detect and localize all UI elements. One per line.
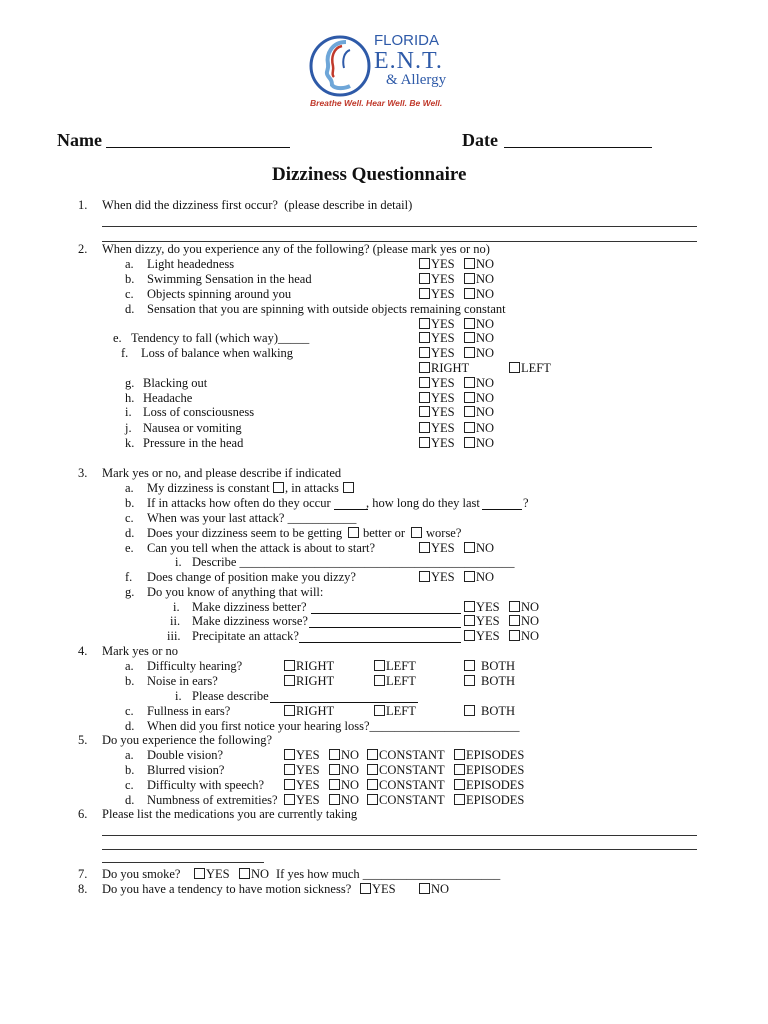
q4b-i-roman: i. xyxy=(175,689,182,703)
logo-line2: E.N.T. xyxy=(374,48,443,74)
q3b-text-2: , how long do they last xyxy=(366,496,480,510)
q2-item-letter: g. xyxy=(125,376,135,390)
q5-number: 5. xyxy=(78,733,88,747)
q3e-no-label: NO xyxy=(476,541,495,555)
q3g-item-text: Make dizziness worse? xyxy=(192,614,308,628)
q3g-text: Do you know of anything that will: xyxy=(147,585,324,599)
q1-answer-line-1[interactable] xyxy=(102,226,697,227)
q4d-text: When did you first notice your hearing loss?________________________ xyxy=(147,719,520,733)
q7-no-label: NO xyxy=(251,867,270,881)
q4b-text: Noise in ears? xyxy=(147,674,218,688)
q2-item-text: Tendency to fall (which way)_____ xyxy=(131,331,310,345)
q5-constant-label: CONSTANT xyxy=(379,793,445,807)
q2-item-text: Blacking out xyxy=(143,376,208,390)
q5-no-label: NO xyxy=(341,763,360,777)
q2-no-label: NO xyxy=(476,421,495,435)
q2-yes-checkbox[interactable] xyxy=(419,347,430,358)
q2-item-letter: c. xyxy=(125,287,134,301)
q2-item-letter: f. xyxy=(121,346,129,360)
q3g-item-text: Precipitate an attack? xyxy=(192,629,299,643)
logo-line3: & Allergy xyxy=(386,72,447,88)
q2-item-letter: e. xyxy=(113,331,122,345)
q4a-both-label: BOTH xyxy=(481,659,516,673)
q2-yes-label: YES xyxy=(431,257,455,271)
q5-no-label: NO xyxy=(341,793,360,807)
q3g-answer-field[interactable] xyxy=(311,613,461,614)
q5-episodes-checkbox[interactable] xyxy=(454,794,465,805)
q2-yes-checkbox[interactable] xyxy=(419,437,430,448)
q4-text: Mark yes or no xyxy=(102,644,179,658)
q3e-no-checkbox[interactable] xyxy=(464,542,475,553)
q4a-left-label: LEFT xyxy=(386,659,416,673)
q2-no-label: NO xyxy=(476,436,495,450)
q5-no-checkbox[interactable] xyxy=(329,749,340,760)
q2-no-label: NO xyxy=(476,272,495,286)
q2-no-checkbox[interactable] xyxy=(464,437,475,448)
q3d-letter: d. xyxy=(125,526,135,540)
q2-yes-checkbox[interactable] xyxy=(419,288,430,299)
q3c-letter: c. xyxy=(125,511,134,525)
q5-episodes-label: EPISODES xyxy=(466,778,525,792)
q2-no-checkbox[interactable] xyxy=(464,258,475,269)
logo xyxy=(306,28,456,112)
q2-item-text: Light headedness xyxy=(147,257,235,271)
q2-yes-label: YES xyxy=(431,405,455,419)
q3-number: 3. xyxy=(78,466,88,480)
q5-yes-checkbox[interactable] xyxy=(284,749,295,760)
q8-text: Do you have a tendency to have motion sickness? xyxy=(102,882,352,896)
q2-yes-checkbox[interactable] xyxy=(419,377,430,388)
q2-yes-checkbox[interactable] xyxy=(419,392,430,403)
page-title: Dizziness Questionnaire xyxy=(272,164,467,185)
q2-no-checkbox[interactable] xyxy=(464,377,475,388)
q3g-no-checkbox[interactable] xyxy=(509,601,520,612)
q3c-text: When was your last attack? ___________ xyxy=(147,511,357,525)
q5-item-letter: a. xyxy=(125,748,134,762)
q4a-right-label: RIGHT xyxy=(296,659,335,673)
q2-item-text: Loss of consciousness xyxy=(143,405,255,419)
q5-episodes-checkbox[interactable] xyxy=(454,764,465,775)
q2-right-label: RIGHT xyxy=(431,361,470,375)
q2-yes-checkbox[interactable] xyxy=(419,318,430,329)
q4c-both-label: BOTH xyxy=(481,704,516,718)
q2-yes-label: YES xyxy=(431,376,455,390)
q2-no-label: NO xyxy=(476,287,495,301)
q7-text-2: If yes how much ______________________ xyxy=(276,867,501,881)
q2-no-label: NO xyxy=(476,405,495,419)
q4c-left-label: LEFT xyxy=(386,704,416,718)
q2-no-label: NO xyxy=(476,257,495,271)
q2-no-checkbox[interactable] xyxy=(464,273,475,284)
q4a-left-checkbox[interactable] xyxy=(374,660,385,671)
q3a-letter: a. xyxy=(125,481,134,495)
q2-no-checkbox[interactable] xyxy=(464,288,475,299)
q3a-text-2: , in attacks xyxy=(285,481,339,495)
q2-yes-checkbox[interactable] xyxy=(419,332,430,343)
q4c-letter: c. xyxy=(125,704,134,718)
q8-yes-label: YES xyxy=(372,882,396,896)
q3g-roman: i. xyxy=(173,600,180,614)
q3b-text-1: If in attacks how often do they occur xyxy=(147,496,331,510)
q4c-right-checkbox[interactable] xyxy=(284,705,295,716)
q3g-item-text: Make dizziness better? xyxy=(192,600,307,614)
q2-item-letter: i. xyxy=(125,405,132,419)
q2-no-label: NO xyxy=(476,317,495,331)
q3b-text-3: ? xyxy=(523,496,529,510)
q3g-answer-field[interactable] xyxy=(309,627,461,628)
q5-no-label: NO xyxy=(341,778,360,792)
q2-yes-label: YES xyxy=(431,317,455,331)
q5-yes-label: YES xyxy=(296,763,320,777)
q6-answer-line-2[interactable] xyxy=(102,849,697,850)
q2-item-text: Nausea or vomiting xyxy=(143,421,242,435)
q5-yes-label: YES xyxy=(296,748,320,762)
q4a-text: Difficulty hearing? xyxy=(147,659,243,673)
q3a-attacks-checkbox[interactable] xyxy=(343,482,354,493)
q4d-letter: d. xyxy=(125,719,135,733)
q6-answer-line-3[interactable] xyxy=(102,862,264,863)
date-label: Date xyxy=(462,130,498,150)
q3f-no-label: NO xyxy=(476,570,495,584)
q2-no-checkbox[interactable] xyxy=(464,406,475,417)
q4c-right-label: RIGHT xyxy=(296,704,335,718)
q3d-worse-checkbox[interactable] xyxy=(411,527,422,538)
q2-yes-checkbox[interactable] xyxy=(419,273,430,284)
q3g-yes-checkbox[interactable] xyxy=(464,615,475,626)
q2-item-text: Swimming Sensation in the head xyxy=(147,272,312,286)
q3f-text: Does change of position make you dizzy? xyxy=(147,570,356,584)
q5-constant-checkbox[interactable] xyxy=(367,749,378,760)
q3e-i-text: Describe ____________________________________________ xyxy=(192,555,515,569)
q3e-letter: e. xyxy=(125,541,134,555)
q4b-right-checkbox[interactable] xyxy=(284,675,295,686)
q5-no-checkbox[interactable] xyxy=(329,794,340,805)
q3f-no-checkbox[interactable] xyxy=(464,571,475,582)
q4b-both-checkbox[interactable] xyxy=(464,675,475,686)
q2-item-text: Sensation that you are spinning with outside objects remaining constant xyxy=(147,302,506,316)
q2-item-text: Pressure in the head xyxy=(143,436,244,450)
q3g-no-label: NO xyxy=(521,629,540,643)
q8-no-label: NO xyxy=(431,882,450,896)
q5-episodes-label: EPISODES xyxy=(466,763,525,777)
q2-yes-checkbox[interactable] xyxy=(419,406,430,417)
q4b-i-text: Please describe xyxy=(192,689,269,703)
q5-constant-checkbox[interactable] xyxy=(367,794,378,805)
q3e-i-roman: i. xyxy=(175,555,182,569)
date-field[interactable] xyxy=(504,147,652,148)
q8-yes-checkbox[interactable] xyxy=(360,883,371,894)
q4a-both-checkbox[interactable] xyxy=(464,660,475,671)
q6-text: Please list the medications you are currently taking xyxy=(102,807,358,821)
q2-text: When dizzy, do you experience any of the following? (please mark yes or no) xyxy=(102,242,490,256)
q5-item-text: Double vision? xyxy=(147,748,224,762)
q2-yes-label: YES xyxy=(431,421,455,435)
q3e-yes-checkbox[interactable] xyxy=(419,542,430,553)
q6-answer-line-1[interactable] xyxy=(102,835,697,836)
q5-episodes-checkbox[interactable] xyxy=(454,779,465,790)
q2-yes-label: YES xyxy=(431,391,455,405)
q5-yes-label: YES xyxy=(296,778,320,792)
q4b-letter: b. xyxy=(125,674,135,688)
q5-constant-checkbox[interactable] xyxy=(367,764,378,775)
q2-yes-label: YES xyxy=(431,331,455,345)
q3-text: Mark yes or no, and please describe if indicated xyxy=(102,466,342,480)
q3e-text: Can you tell when the attack is about to start? xyxy=(147,541,376,555)
q2-item-text: Headache xyxy=(143,391,193,405)
q5-constant-label: CONSTANT xyxy=(379,748,445,762)
q5-item-text: Difficulty with speech? xyxy=(147,778,265,792)
q5-item-text: Blurred vision? xyxy=(147,763,225,777)
q3g-yes-label: YES xyxy=(476,629,500,643)
name-field[interactable] xyxy=(106,147,290,148)
q6-number: 6. xyxy=(78,807,88,821)
q3b-letter: b. xyxy=(125,496,135,510)
q2-item-letter: h. xyxy=(125,391,135,405)
q2-no-label: NO xyxy=(476,376,495,390)
q2-yes-label: YES xyxy=(431,287,455,301)
q4a-letter: a. xyxy=(125,659,134,673)
q2-no-checkbox[interactable] xyxy=(464,347,475,358)
q3g-no-checkbox[interactable] xyxy=(509,615,520,626)
q4c-left-checkbox[interactable] xyxy=(374,705,385,716)
q2-yes-label: YES xyxy=(431,272,455,286)
q5-episodes-checkbox[interactable] xyxy=(454,749,465,760)
q2-item-letter: k. xyxy=(125,436,135,450)
q4-number: 4. xyxy=(78,644,88,658)
q3g-answer-field[interactable] xyxy=(299,642,461,643)
q3b-how-often-field[interactable] xyxy=(334,509,368,510)
q8-number: 8. xyxy=(78,882,88,896)
q3f-yes-label: YES xyxy=(431,570,455,584)
q5-constant-checkbox[interactable] xyxy=(367,779,378,790)
q5-yes-checkbox[interactable] xyxy=(284,764,295,775)
q4b-left-checkbox[interactable] xyxy=(374,675,385,686)
q3g-yes-label: YES xyxy=(476,614,500,628)
q2-no-checkbox[interactable] xyxy=(464,318,475,329)
q3g-roman: iii. xyxy=(167,629,181,643)
q2-right-checkbox[interactable] xyxy=(419,362,430,373)
q2-yes-label: YES xyxy=(431,346,455,360)
q3b-how-long-field[interactable] xyxy=(482,509,522,510)
q2-item-text: Objects spinning around you xyxy=(147,287,292,301)
q3g-no-label: NO xyxy=(521,600,540,614)
q5-yes-label: YES xyxy=(296,793,320,807)
name-label: Name xyxy=(57,130,102,150)
q2-yes-checkbox[interactable] xyxy=(419,258,430,269)
q5-episodes-label: EPISODES xyxy=(466,748,525,762)
q2-no-label: NO xyxy=(476,391,495,405)
q7-text-1: Do you smoke? xyxy=(102,867,181,881)
logo-line1: FLORIDA xyxy=(374,32,440,49)
q5-item-letter: b. xyxy=(125,763,135,777)
q4b-left-label: LEFT xyxy=(386,674,416,688)
q3e-yes-label: YES xyxy=(431,541,455,555)
q3g-roman: ii. xyxy=(170,614,181,628)
q5-text: Do you experience the following? xyxy=(102,733,273,747)
q5-item-text: Numbness of extremities? xyxy=(147,793,278,807)
q2-number: 2. xyxy=(78,242,88,256)
q3d-better-checkbox[interactable] xyxy=(348,527,359,538)
q4b-right-label: RIGHT xyxy=(296,674,335,688)
q3g-no-label: NO xyxy=(521,614,540,628)
q3g-yes-checkbox[interactable] xyxy=(464,630,475,641)
q2-item-letter: b. xyxy=(125,272,135,286)
q3f-letter: f. xyxy=(125,570,133,584)
q5-no-label: NO xyxy=(341,748,360,762)
q3a-constant-checkbox[interactable] xyxy=(273,482,284,493)
q7-number: 7. xyxy=(78,867,88,881)
q7-yes-label: YES xyxy=(206,867,230,881)
q3g-no-checkbox[interactable] xyxy=(509,630,520,641)
q2-yes-checkbox[interactable] xyxy=(419,422,430,433)
q2-no-label: NO xyxy=(476,331,495,345)
q2-no-checkbox[interactable] xyxy=(464,422,475,433)
q5-yes-checkbox[interactable] xyxy=(284,794,295,805)
q2-item-letter: d. xyxy=(125,302,135,316)
q7-yes-checkbox[interactable] xyxy=(194,868,205,879)
q2-item-text: Loss of balance when walking xyxy=(141,346,294,360)
q5-no-checkbox[interactable] xyxy=(329,764,340,775)
q8-no-checkbox[interactable] xyxy=(419,883,430,894)
q3d-text-2: better or xyxy=(363,526,405,540)
q3g-yes-label: YES xyxy=(476,600,500,614)
logo-face-icon xyxy=(306,30,374,102)
q2-item-letter: a. xyxy=(125,257,134,271)
q5-item-letter: d. xyxy=(125,793,135,807)
q1-number: 1. xyxy=(78,198,88,212)
q3f-yes-checkbox[interactable] xyxy=(419,571,430,582)
q2-yes-label: YES xyxy=(431,436,455,450)
q2-no-checkbox[interactable] xyxy=(464,332,475,343)
logo-tagline: Breathe Well. Hear Well. Be Well. xyxy=(310,98,443,108)
q7-no-checkbox[interactable] xyxy=(239,868,250,879)
q5-episodes-label: EPISODES xyxy=(466,793,525,807)
q4a-right-checkbox[interactable] xyxy=(284,660,295,671)
q3g-yes-checkbox[interactable] xyxy=(464,601,475,612)
q2-left-label: LEFT xyxy=(521,361,551,375)
q5-constant-label: CONSTANT xyxy=(379,763,445,777)
q3d-text-3: worse? xyxy=(426,526,462,540)
q3d-text-1: Does your dizziness seem to be getting xyxy=(147,526,343,540)
q3a-text-1: My dizziness is constant xyxy=(147,481,270,495)
q3g-letter: g. xyxy=(125,585,135,599)
q2-left-checkbox[interactable] xyxy=(509,362,520,373)
q2-item-letter: j. xyxy=(125,421,132,435)
q4c-both-checkbox[interactable] xyxy=(464,705,475,716)
q1-text: When did the dizziness first occur? (please describe in detail) xyxy=(102,198,413,212)
q5-constant-label: CONSTANT xyxy=(379,778,445,792)
q4b-both-label: BOTH xyxy=(481,674,516,688)
q5-no-checkbox[interactable] xyxy=(329,779,340,790)
q4c-text: Fullness in ears? xyxy=(147,704,231,718)
q2-no-checkbox[interactable] xyxy=(464,392,475,403)
q5-item-letter: c. xyxy=(125,778,134,792)
q2-no-label: NO xyxy=(476,346,495,360)
q5-yes-checkbox[interactable] xyxy=(284,779,295,790)
q4b-describe-field[interactable] xyxy=(270,702,418,703)
